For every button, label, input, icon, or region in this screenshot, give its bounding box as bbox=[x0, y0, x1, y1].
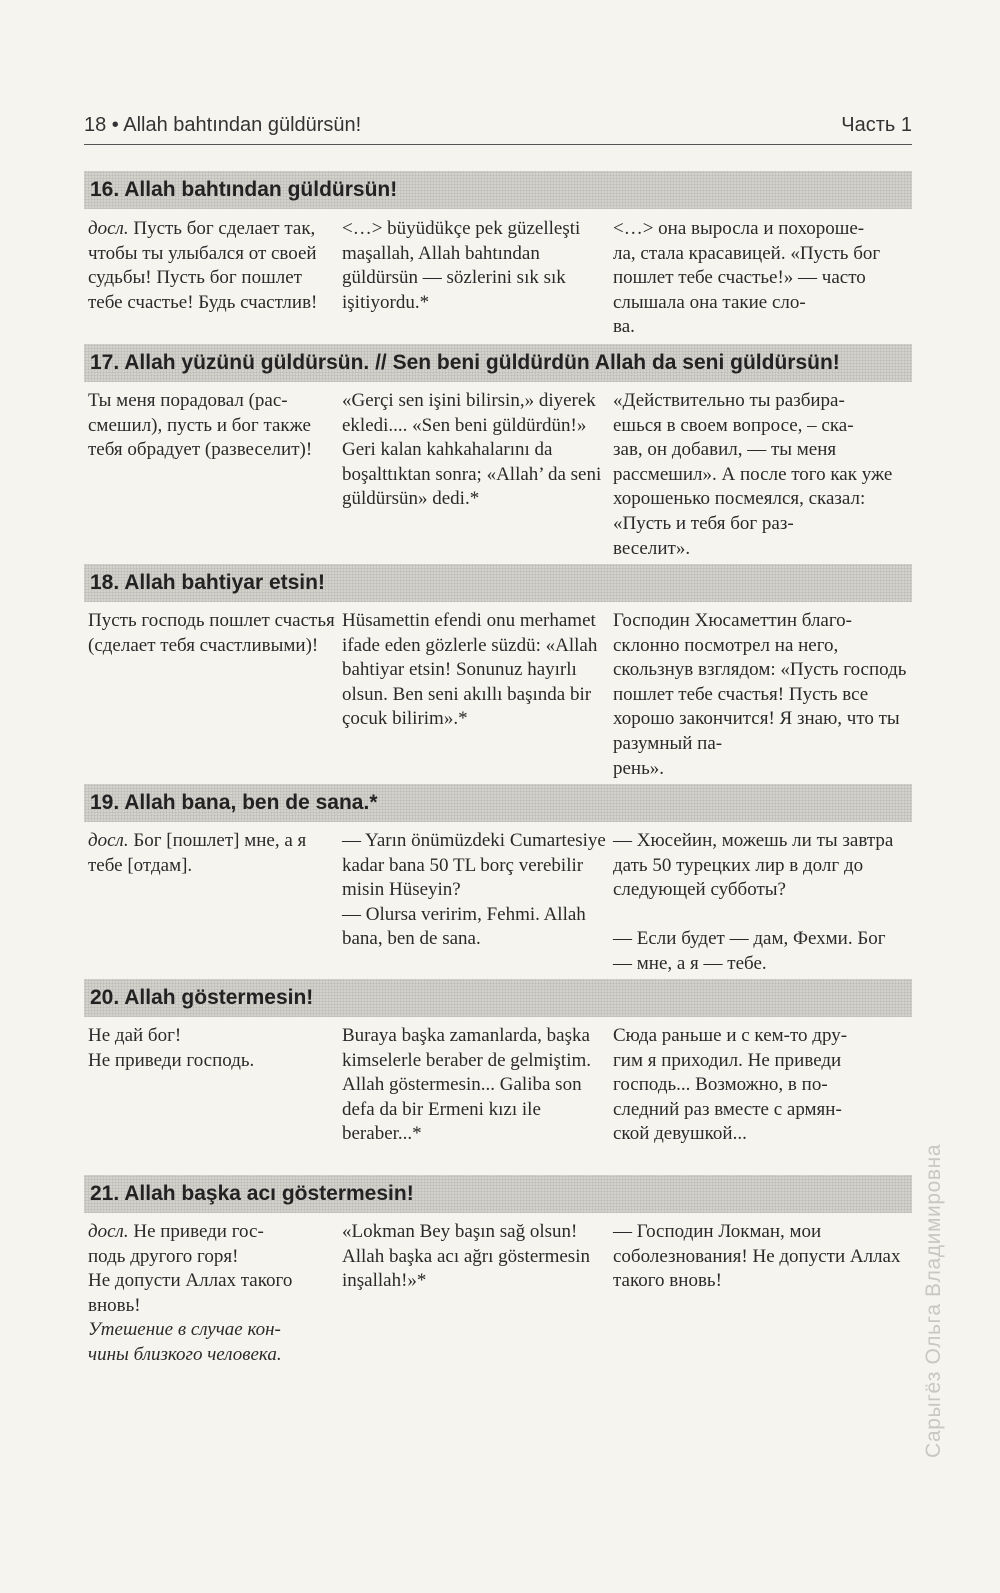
gloss-text: Не приведи гос- подь другого горя! Не допусти Аллах такого вновь! bbox=[88, 1221, 293, 1316]
gloss-label: досл. bbox=[88, 1221, 129, 1242]
gloss-label: досл. bbox=[88, 830, 129, 851]
entry-18-russian: Господин Хюсаметтин благо- склонно посмотрел на него, скользнув взглядом: «Пусть господь пошлет тебе счастья! Пусть все хорошо закончится! Я знаю, что ты разумный па- рень». bbox=[613, 610, 907, 779]
running-header bbox=[84, 108, 912, 145]
entry-17-russian: «Действительно ты разбира- ешься в своем вопросе, – ска- зав, он добавил, — ты меня рассмешил». А после того как уже хорошенько посмеялся, сказал: «Пусть и тебя бог раз- веселит». bbox=[613, 390, 893, 559]
entry-19-gloss bbox=[88, 829, 338, 878]
owner-watermark: Сарыгёз Ольга Владимировна bbox=[922, 1143, 945, 1458]
entry-20-turkish: Buraya başka zamanlarda, başka kimselerle beraber de gelmiştim. Allah göstermesin... Galiba son defa da bir Ermeni kızı ile beraber...* bbox=[342, 1025, 592, 1145]
entry-21-title: 21. Allah başka acı göstermesin! bbox=[84, 1175, 912, 1213]
entry-17-title: 17. Allah yüzünü güldürsün. // Sen beni güldürdün Allah da seni güldürsün! bbox=[84, 344, 912, 382]
entry-21-russian: — Господин Локман, мои соболезнования! Не допусти Аллах такого вновь! bbox=[613, 1221, 901, 1292]
header-part: Часть 1 bbox=[841, 114, 912, 136]
entry-16-title: 16. Allah bahtından güldürsün! bbox=[84, 171, 912, 209]
entry-17-turkish: «Gerçi sen işini bilirsin,» diyerek ekledi.... «Sen beni güldürdün!» Geri kalan kahkahalarını da boşalttıktan sonra; «Allah’ da seni güldürsün» dedi.* bbox=[342, 390, 602, 510]
entry-21-turkish: «Lokman Bey başın sağ olsun! Allah başka acı ağrı göstermesin inşallah!»* bbox=[342, 1221, 590, 1292]
entry-21-gloss bbox=[88, 1220, 338, 1368]
entry-16-russian: <…> она выросла и похороше- ла, стала красавицей. «Пусть бог пошлет тебе счастье!» — часто слышала она такие сло- ва. bbox=[613, 218, 881, 338]
gloss-label: досл. bbox=[88, 218, 129, 239]
entry-16-turkish: <…> büyüdükçe pek güzelleşti maşallah, Allah bahtından güldürsün — sözlerini sık sık işitiyordu.* bbox=[342, 218, 581, 313]
entry-19-title: 19. Allah bana, ben de sana.* bbox=[84, 784, 912, 822]
entry-19-russian: — Хюсейин, можешь ли ты завтра дать 50 турецких лир в долг до следующей субботы? — Если будет — дам, Фехми. Бог — мне, а я — тебе. bbox=[613, 830, 894, 974]
entry-20-title: 20. Allah göstermesin! bbox=[84, 979, 912, 1017]
entry-16-gloss bbox=[88, 217, 338, 315]
entry-20-gloss: Не дай бог! Не приведи господь. bbox=[88, 1025, 255, 1071]
header-title: 18 • Allah bahtından güldürsün! bbox=[84, 114, 362, 136]
gloss-text: Бог [пошлет] мне, а я тебе [отдам]. bbox=[88, 830, 307, 876]
entry-18-turkish: Hüsamettin efendi onu merhamet ifade eden gözlerle süzdü: «Allah bahtiyar etsin! Sonunuz hayırlı olsun. Ben seni akıllı başında bir çocuk bilirim».* bbox=[342, 610, 598, 730]
entry-19-turkish: — Yarın önümüzdeki Cumartesiye kadar bana 50 TL borç verebilir misin Hüseyin? — Olursa veririm, Fehmi. Allah bana, ben de sana. bbox=[342, 830, 606, 950]
gloss-note: Утешение в случае кон- чины близкого человека. bbox=[88, 1319, 282, 1365]
entry-18-gloss: Пусть господь пошлет счастья (сделает тебя счастливыми)! bbox=[88, 610, 335, 656]
entry-17-gloss: Ты меня порадовал (рас- смешил), пусть и бог также тебя обрадует (развеселит)! bbox=[88, 390, 313, 461]
entry-20-russian: Сюда раньше и с кем-то дру- гим я приходил. Не приведи господь... Возможно, в по- следний раз вместе с армян- ской девушкой... bbox=[613, 1025, 848, 1145]
gloss-text: Пусть бог сделает так, чтобы ты улыбался от своей судьбы! Пусть бог пошлет тебе счастье! Будь счастлив! bbox=[88, 218, 318, 313]
entry-18-title: 18. Allah bahtiyar etsin! bbox=[84, 564, 912, 602]
